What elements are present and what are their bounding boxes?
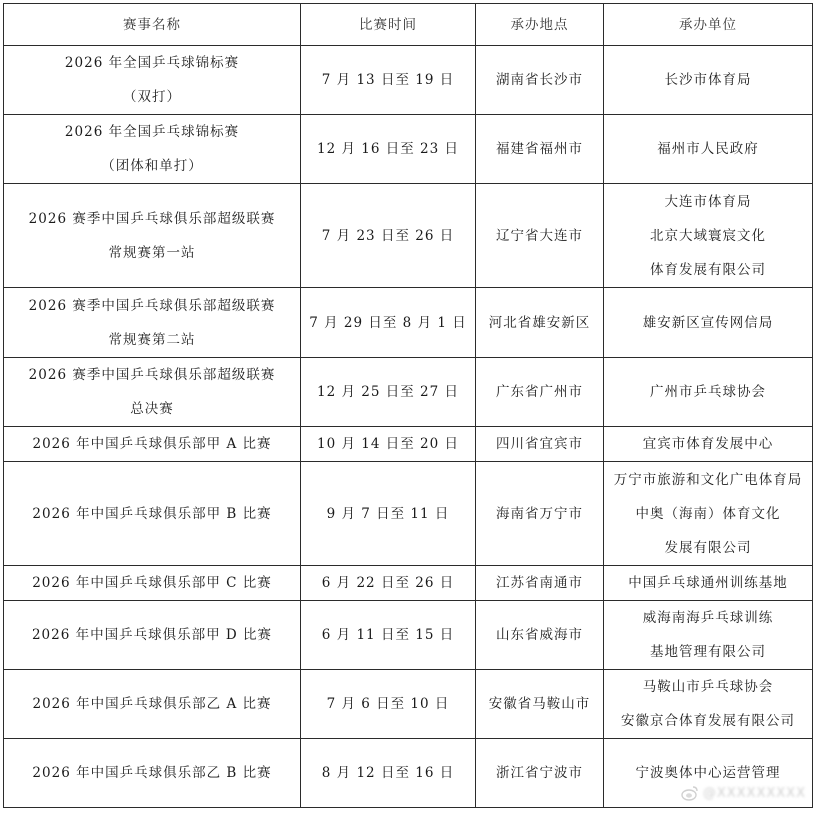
table-row <box>4 46 813 115</box>
venue-cell: 山东省威海市 <box>476 601 604 670</box>
organizer-cell <box>604 601 813 670</box>
organizer-cell-line: 宁波奥体中心运营管理 <box>635 765 781 781</box>
organizer-cell-line: 中国乒乓球通州训练基地 <box>628 575 788 591</box>
event-name-cell-line: 2026 年中国乒乓球俱乐部乙 B 比赛 <box>32 765 272 781</box>
table-row <box>4 601 813 670</box>
event-name-cell <box>4 601 301 670</box>
match-time-cell: 10 月 14 日至 20 日 <box>301 427 476 462</box>
organizer-cell <box>604 115 813 184</box>
organizer-cell-line: 雄安新区宣传网信局 <box>642 314 774 331</box>
watermark <box>681 785 806 801</box>
event-name-cell-line: 2026 年全国乒乓球锦标赛 <box>64 55 240 71</box>
match-time-cell: 7 月 13 日至 19 日 <box>301 46 476 115</box>
event-name-cell-line: 2026 年中国乒乓球俱乐部甲 B 比赛 <box>32 505 272 522</box>
event-name-cell-line: 常规赛第二站 <box>108 331 196 348</box>
match-time-cell: 6 月 11 日至 15 日 <box>301 601 476 670</box>
event-name-cell-line: 2026 年中国乒乓球俱乐部甲 D 比赛 <box>31 627 273 643</box>
venue-cell: 安徽省马鞍山市 <box>476 670 604 739</box>
event-name-cell <box>4 46 301 115</box>
event-name-cell-line: 总决赛 <box>130 401 174 417</box>
schedule-table <box>3 3 813 808</box>
match-time-cell: 12 月 16 日至 23 日 <box>301 115 476 184</box>
organizer-cell-line: 威海南海乒乓球训练 <box>642 610 774 626</box>
header-row <box>4 4 813 46</box>
header-match-time: 比赛时间 <box>301 4 476 46</box>
weibo-icon <box>681 785 699 801</box>
event-name-cell <box>4 358 301 427</box>
table-row <box>4 462 813 566</box>
event-name-cell <box>4 566 301 601</box>
organizer-cell <box>604 462 813 566</box>
match-time-cell: 6 月 22 日至 26 日 <box>301 566 476 601</box>
match-time-cell: 7 月 29 日至 8 月 1 日 <box>301 288 476 358</box>
organizer-cell <box>604 566 813 601</box>
header-organizer: 承办单位 <box>604 4 813 46</box>
event-name-cell <box>4 670 301 739</box>
event-name-cell-line: 2026 赛季中国乒乓球俱乐部超级联赛 <box>28 210 276 227</box>
event-name-cell <box>4 739 301 808</box>
venue-cell: 浙江省宁波市 <box>476 739 604 808</box>
organizer-cell <box>604 288 813 358</box>
table-row <box>4 427 813 462</box>
event-name-cell-line: 常规赛第一站 <box>108 244 196 261</box>
venue-cell: 湖南省长沙市 <box>476 46 604 115</box>
organizer-cell-line: 基地管理有限公司 <box>650 644 766 660</box>
table-row <box>4 358 813 427</box>
table-row <box>4 670 813 739</box>
match-time-cell: 8 月 12 日至 16 日 <box>301 739 476 808</box>
venue-cell: 海南省万宁市 <box>476 462 604 566</box>
event-name-cell-line: 2026 年中国乒乓球俱乐部甲 A 比赛 <box>32 436 272 452</box>
event-name-cell-line: 2026 赛季中国乒乓球俱乐部超级联赛 <box>28 297 276 314</box>
event-name-cell <box>4 427 301 462</box>
event-name-cell-line: 2026 年全国乒乓球锦标赛 <box>64 124 240 140</box>
match-time-cell: 9 月 7 日至 11 日 <box>301 462 476 566</box>
venue-cell: 河北省雄安新区 <box>476 288 604 358</box>
venue-cell: 江苏省南通市 <box>476 566 604 601</box>
event-name-cell-line: 2026 年中国乒乓球俱乐部甲 C 比赛 <box>32 575 272 591</box>
event-name-cell-line: （双打） <box>123 89 181 105</box>
organizer-cell-line: 福州市人民政府 <box>657 141 759 157</box>
event-name-cell <box>4 184 301 288</box>
organizer-cell <box>604 46 813 115</box>
organizer-cell-line: 万宁市旅游和文化广电体育局 <box>613 471 803 488</box>
organizer-cell <box>604 184 813 288</box>
organizer-cell <box>604 670 813 739</box>
match-time-cell: 12 月 25 日至 27 日 <box>301 358 476 427</box>
venue-cell: 辽宁省大连市 <box>476 184 604 288</box>
organizer-cell-line: 大连市体育局 <box>664 193 752 210</box>
organizer-cell-line: 安徽京合体育发展有限公司 <box>621 713 795 729</box>
organizer-cell <box>604 358 813 427</box>
table-row <box>4 288 813 358</box>
match-time-cell: 7 月 23 日至 26 日 <box>301 184 476 288</box>
match-time-cell: 7 月 6 日至 10 日 <box>301 670 476 739</box>
header-event-name: 赛事名称 <box>4 4 301 46</box>
organizer-cell-line: 宜宾市体育发展中心 <box>642 436 774 452</box>
venue-cell: 广东省广州市 <box>476 358 604 427</box>
organizer-cell-line: 中奥（海南）体育文化 <box>635 505 781 522</box>
venue-cell: 四川省宜宾市 <box>476 427 604 462</box>
event-name-cell <box>4 462 301 566</box>
organizer-cell-line: 马鞍山市乒乓球协会 <box>642 679 774 695</box>
organizer-cell <box>604 427 813 462</box>
event-name-cell-line: 2026 年中国乒乓球俱乐部乙 A 比赛 <box>32 696 272 712</box>
watermark-text: @XXXXXXXXX <box>702 785 806 801</box>
event-name-cell <box>4 115 301 184</box>
organizer-cell-line: 体育发展有限公司 <box>650 261 766 278</box>
table-row <box>4 115 813 184</box>
table-body <box>4 46 813 808</box>
organizer-cell-line: 北京大域寰宸文化 <box>650 227 766 244</box>
event-name-cell <box>4 288 301 358</box>
table-row <box>4 566 813 601</box>
table-row <box>4 184 813 288</box>
event-name-cell-line: （团体和单打） <box>101 158 203 174</box>
organizer-cell-line: 广州市乒乓球协会 <box>650 384 766 400</box>
header-venue: 承办地点 <box>476 4 604 46</box>
venue-cell: 福建省福州市 <box>476 115 604 184</box>
organizer-cell-line: 发展有限公司 <box>664 539 752 556</box>
event-name-cell-line: 2026 赛季中国乒乓球俱乐部超级联赛 <box>28 367 276 383</box>
organizer-cell-line: 长沙市体育局 <box>664 72 752 88</box>
